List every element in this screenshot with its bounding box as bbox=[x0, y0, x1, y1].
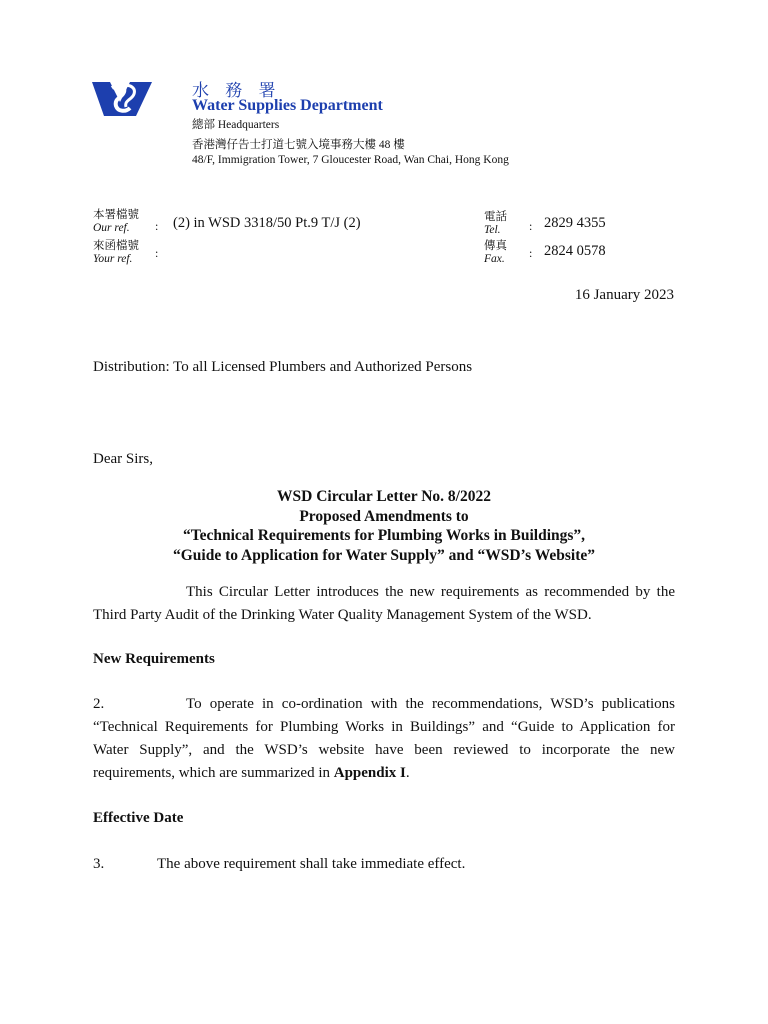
title-line: Proposed Amendments to bbox=[299, 507, 469, 525]
para3-number: 3. bbox=[93, 856, 105, 872]
intro-paragraph bbox=[93, 581, 675, 627]
para3-text: The above requirement shall take immediate effect. bbox=[157, 856, 466, 872]
fax-label-en: Fax. bbox=[484, 253, 505, 265]
paragraph-2 bbox=[93, 693, 675, 785]
our-ref-label-en: Our ref. bbox=[93, 222, 130, 234]
fax-label bbox=[484, 240, 507, 266]
tel-colon: : bbox=[529, 219, 533, 233]
our-ref-label-cn: 本署檔號 bbox=[93, 209, 139, 221]
letter-date: 16 January 2023 bbox=[574, 287, 674, 303]
our-ref-colon: : bbox=[155, 219, 159, 233]
your-ref-label bbox=[93, 240, 139, 266]
title-line: “Guide to Application for Water Supply” and “WSD’s Website” bbox=[172, 546, 596, 564]
address-english: 48/F, Immigration Tower, 7 Gloucester Road, Wan Chai, Hong Kong bbox=[192, 154, 509, 166]
our-ref-value: (2) in WSD 3318/50 Pt.9 T/J (2) bbox=[173, 215, 361, 231]
distribution-line: Distribution: To all Licensed Plumbers and Authorized Persons bbox=[93, 359, 473, 375]
tel-label-en: Tel. bbox=[484, 224, 501, 236]
fax-colon: : bbox=[529, 246, 533, 260]
tel-value: 2829 4355 bbox=[544, 215, 606, 231]
new-requirements-heading: New Requirements bbox=[93, 651, 215, 667]
address-chinese: 香港灣仔告士打道七號入境事務大樓 48 樓 bbox=[192, 139, 405, 151]
headquarters-label: 總部 Headquarters bbox=[192, 119, 280, 131]
salutation: Dear Sirs, bbox=[93, 451, 153, 467]
para2-number: 2. bbox=[93, 696, 105, 712]
your-ref-colon: : bbox=[155, 246, 159, 260]
dept-name-english: Water Supplies Department bbox=[192, 97, 383, 114]
appendix-reference: Appendix I bbox=[333, 765, 406, 781]
tel-label bbox=[484, 211, 507, 237]
your-ref-label-en: Your ref. bbox=[93, 253, 133, 265]
circular-title bbox=[93, 487, 675, 565]
fax-label-cn: 傳真 bbox=[484, 240, 507, 252]
intro-text: This Circular Letter introduces the new requirements as recommended by the Third Party Audit of the Drinking Water Quality Management System of the WSD. bbox=[93, 584, 675, 623]
your-ref-label-cn: 來函檔號 bbox=[93, 240, 139, 252]
dept-name-chinese: 水 務 署 bbox=[192, 81, 282, 100]
title-line: WSD Circular Letter No. 8/2022 bbox=[277, 488, 491, 505]
title-line: “Technical Requirements for Plumbing Works in Buildings”, bbox=[182, 527, 586, 544]
tel-label-cn: 電話 bbox=[484, 211, 507, 223]
para2-end: . bbox=[405, 765, 410, 781]
fax-value: 2824 0578 bbox=[544, 243, 606, 259]
para2-text: To operate in co-ordination with the recommendations, WSD’s publications “Technical Requirements for Plumbing Works in Buildings” and “Guide to Application for Water Supply”, and the WSD’s website have been reviewed to incorporate the new requirements, which are summarized in bbox=[93, 696, 675, 781]
wsd-logo-icon bbox=[92, 80, 152, 118]
effective-date-heading: Effective Date bbox=[93, 810, 184, 826]
our-ref-label bbox=[93, 209, 139, 235]
